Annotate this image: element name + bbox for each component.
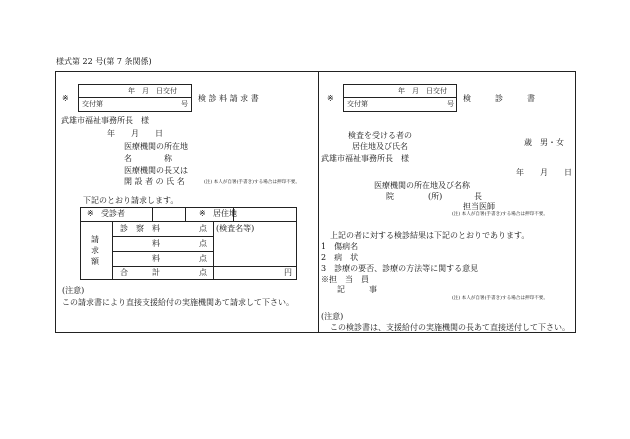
issue-number-suffix: 号 — [181, 100, 188, 108]
institution-name-label: 名 称 — [124, 154, 172, 163]
result-text: 上記の者に対する検診結果は下記のとおりであります。 — [330, 231, 530, 240]
note-heading: (注意) — [321, 312, 344, 321]
addressee: 武雄市福祉事務所長 様 — [321, 154, 409, 163]
remarks-label: 記 事 — [337, 285, 377, 294]
official-use-mark: ※ — [62, 94, 69, 103]
fee-row-label: 料 — [152, 239, 160, 248]
form-number: 様式第 22 号(第 7 条関係) — [56, 57, 152, 66]
institution-address-label: 医療機関の所在地 — [124, 142, 188, 151]
exam-name-label: (検査名等) — [216, 224, 255, 233]
official-use-mark: ※ — [327, 94, 334, 103]
report-date: 年 月 日 — [516, 168, 572, 177]
opinion-item: 3 診療の要否、診療の方法等に関する意見 — [321, 264, 479, 273]
head-label: 長 — [474, 192, 482, 201]
institution-head-label-2: 開 設 者 の 氏 名 — [124, 177, 185, 186]
fee-row-unit: 点 — [199, 254, 207, 263]
yen-unit: 円 — [284, 268, 292, 277]
examinee-label-1: 検査を受ける者の — [348, 131, 412, 140]
hospital-label: 院 — [386, 192, 394, 201]
form-title: 検 診 書 — [463, 94, 535, 103]
note-text: この検診書は、支援給付の実施機関の長あて直接送付して下さい。 — [330, 323, 570, 332]
residence-mark: ※ — [199, 209, 206, 218]
staff-label: ※担 当 員 — [321, 275, 369, 284]
request-text: 下記のとおり請求します。 — [83, 196, 179, 205]
center-divider — [318, 71, 319, 333]
issue-date: 年 月 日交付 — [128, 87, 177, 95]
examinee-label: 受診者 — [101, 209, 125, 218]
age-sex: 歳 男・女 — [524, 138, 564, 147]
condition-item: 2 病 状 — [321, 253, 359, 262]
total-row-unit: 点 — [199, 268, 207, 277]
seal-note: (注) 本人が自署(手書き)する場合は押印不要。 — [204, 180, 300, 185]
institution-address-name-label: 医療機関の所在地及び名称 — [374, 181, 470, 190]
issue-number-label: 交付第 — [82, 100, 103, 108]
fee-row-unit: 点 — [199, 239, 207, 248]
doctor-label: 担当医師 — [463, 202, 495, 211]
issue-date: 年 月 日交付 — [398, 87, 447, 95]
examinee-mark: ※ — [87, 209, 94, 218]
issue-number-suffix: 号 — [447, 100, 454, 108]
fee-row-label: 診 察 料 — [120, 224, 160, 233]
form-title: 検 診 料 請 求 書 — [198, 94, 259, 103]
fee-row-label: 料 — [152, 254, 160, 263]
seal-note: (注) 本人が自署(手書き)する場合は押印不要。 — [452, 212, 548, 217]
note-heading: (注意) — [62, 286, 85, 295]
note-text: この請求書により直接支援給付の実施機関あて請求して下さい。 — [62, 298, 294, 307]
claim-date: 年 月 日 — [107, 129, 163, 138]
fee-row-unit: 点 — [199, 224, 207, 233]
total-row-label: 合 計 — [120, 268, 160, 277]
addressee: 武雄市福祉事務所長 様 — [61, 116, 149, 125]
diagnosis-item: 1 傷病名 — [321, 242, 359, 251]
clinic-label: (所) — [428, 192, 443, 201]
examinee-label-2: 居住地及び氏名 — [352, 142, 408, 151]
seal-note: (注) 本人が自署(手書き)する場合は押印不要。 — [452, 296, 548, 301]
residence-label: 居住地 — [213, 209, 237, 218]
institution-head-label-1: 医療機関の長又は — [124, 166, 188, 175]
issue-number-label: 交付第 — [347, 100, 368, 108]
claim-amount-side-label: 請求額 — [91, 235, 99, 266]
